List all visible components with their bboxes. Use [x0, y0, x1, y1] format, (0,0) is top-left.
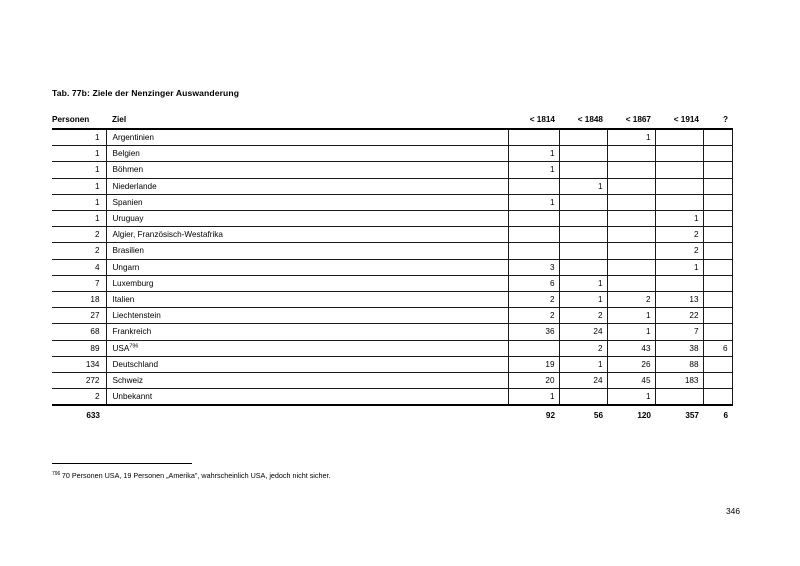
cell-before-1848: 2: [559, 308, 607, 324]
table-row: [52, 211, 732, 227]
cell-before-1867: 2: [607, 292, 655, 308]
ziel-label: Ungarn: [112, 262, 140, 272]
cell-personen: 4: [52, 259, 106, 275]
total-before-1867: 120: [607, 405, 655, 423]
cell-before-1867: 1: [607, 324, 655, 340]
cell-before-1867: [607, 243, 655, 259]
total-personen: 633: [52, 405, 106, 423]
cell-before-1848: 1: [559, 356, 607, 372]
cell-before-1914: 183: [655, 373, 703, 389]
cell-unknown: [703, 259, 732, 275]
cell-before-1867: 45: [607, 373, 655, 389]
table-row: [52, 162, 732, 178]
column-header-before-1914: < 1914: [673, 115, 699, 124]
cell-ziel: [106, 227, 508, 243]
cell-personen: 1: [52, 211, 106, 227]
cell-before-1814: [508, 178, 559, 194]
cell-before-1867: [607, 162, 655, 178]
cell-before-1914: [655, 129, 703, 146]
cell-personen: 27: [52, 308, 106, 324]
cell-personen: 1: [52, 178, 106, 194]
table-row: [52, 178, 732, 194]
table-row: [52, 243, 732, 259]
table-row: [52, 292, 732, 308]
cell-unknown: [703, 178, 732, 194]
cell-before-1914: 7: [655, 324, 703, 340]
cell-ziel: [106, 308, 508, 324]
cell-unknown: [703, 243, 732, 259]
column-header-personen: Personen: [52, 115, 90, 124]
cell-before-1914: 22: [655, 308, 703, 324]
column-header-unknown: ?: [722, 115, 728, 124]
cell-unknown: [703, 162, 732, 178]
total-before-1848: 56: [559, 405, 607, 423]
cell-ziel: [106, 162, 508, 178]
cell-personen: 2: [52, 389, 106, 406]
cell-before-1914: [655, 178, 703, 194]
cell-unknown: [703, 356, 732, 372]
cell-ziel: [106, 194, 508, 210]
cell-personen: 18: [52, 292, 106, 308]
cell-before-1814: 1: [508, 194, 559, 210]
column-header-before-1867: < 1867: [625, 115, 651, 124]
cell-personen: 1: [52, 146, 106, 162]
cell-before-1914: 1: [655, 211, 703, 227]
cell-personen: 2: [52, 227, 106, 243]
cell-before-1814: 20: [508, 373, 559, 389]
table-row: [52, 308, 732, 324]
cell-before-1848: [559, 389, 607, 406]
cell-before-1867: 1: [607, 308, 655, 324]
cell-unknown: [703, 292, 732, 308]
cell-before-1814: [508, 129, 559, 146]
cell-personen: 89: [52, 340, 106, 356]
totals-row: [52, 405, 732, 423]
cell-before-1814: 1: [508, 162, 559, 178]
ziel-label: Argentinien: [112, 133, 154, 142]
cell-before-1848: 2: [559, 340, 607, 356]
cell-before-1848: [559, 162, 607, 178]
cell-before-1814: 1: [508, 146, 559, 162]
cell-before-1867: [607, 211, 655, 227]
cell-ziel: [106, 275, 508, 291]
cell-before-1814: 36: [508, 324, 559, 340]
cell-before-1814: 19: [508, 356, 559, 372]
ziel-label: Deutschland: [112, 359, 159, 369]
cell-unknown: [703, 389, 732, 406]
table-footer: [52, 405, 732, 423]
cell-before-1867: [607, 194, 655, 210]
total-before-1814: 92: [508, 405, 559, 423]
ziel-label: Liechtenstein: [112, 311, 161, 321]
table-row: [52, 227, 732, 243]
cell-before-1914: 88: [655, 356, 703, 372]
cell-unknown: [703, 324, 732, 340]
cell-unknown: [703, 373, 732, 389]
cell-unknown: [703, 275, 732, 291]
ziel-label: Unbekannt: [112, 392, 153, 402]
cell-ziel: [106, 324, 508, 340]
ziel-label: Algier, Französisch-Westafrika: [112, 230, 223, 240]
footnote-reference: 796: [129, 342, 139, 349]
cell-before-1814: [508, 243, 559, 259]
cell-before-1848: 24: [559, 324, 607, 340]
table-row: [52, 324, 732, 340]
footnote-text: 70 Personen USA, 19 Personen „Amerika", wahrscheinlich USA, jedoch nicht sicher.: [61, 471, 331, 480]
cell-before-1848: [559, 194, 607, 210]
cell-ziel: [106, 259, 508, 275]
ziel-label: Belgien: [112, 149, 140, 159]
cell-before-1867: [607, 178, 655, 194]
cell-before-1867: [607, 259, 655, 275]
cell-before-1867: [607, 146, 655, 162]
cell-personen: 68: [52, 324, 106, 340]
ziel-label: Uruguay: [112, 214, 144, 224]
cell-ziel: [106, 389, 508, 406]
table-row: [52, 389, 732, 406]
ziel-label: Frankreich: [112, 327, 152, 337]
cell-before-1814: 6: [508, 275, 559, 291]
cell-personen: 134: [52, 356, 106, 372]
cell-ziel: [106, 146, 508, 162]
cell-before-1867: 1: [607, 129, 655, 146]
column-header-ziel: Ziel: [112, 115, 127, 124]
total-unknown: 6: [703, 405, 732, 423]
cell-before-1814: [508, 211, 559, 227]
cell-ziel: [106, 129, 508, 146]
cell-unknown: [703, 146, 732, 162]
cell-before-1914: 2: [655, 227, 703, 243]
cell-before-1914: [655, 389, 703, 406]
cell-personen: 1: [52, 194, 106, 210]
footnote-marker: 796: [52, 470, 61, 477]
cell-before-1848: 1: [559, 275, 607, 291]
ziel-label: Spanien: [112, 197, 143, 207]
cell-before-1914: 38: [655, 340, 703, 356]
ziel-label: Brasilien: [112, 246, 144, 256]
cell-ziel: [106, 243, 508, 259]
cell-ziel: [106, 178, 508, 194]
cell-before-1914: 1: [655, 259, 703, 275]
cell-before-1848: [559, 259, 607, 275]
cell-before-1814: [508, 227, 559, 243]
table-row: [52, 146, 732, 162]
cell-ziel: [106, 292, 508, 308]
cell-unknown: [703, 194, 732, 210]
footnote-separator: [52, 463, 192, 464]
cell-before-1914: [655, 162, 703, 178]
cell-before-1814: 2: [508, 292, 559, 308]
ziel-label: Niederlande: [112, 181, 157, 191]
cell-before-1867: 43: [607, 340, 655, 356]
table-header: [52, 115, 732, 129]
cell-before-1848: [559, 129, 607, 146]
cell-before-1848: [559, 243, 607, 259]
cell-before-1914: [655, 275, 703, 291]
cell-before-1814: [508, 340, 559, 356]
cell-unknown: [703, 211, 732, 227]
cell-personen: 7: [52, 275, 106, 291]
cell-unknown: [703, 129, 732, 146]
cell-before-1914: [655, 146, 703, 162]
table-row: [52, 129, 732, 146]
cell-before-1814: 3: [508, 259, 559, 275]
cell-personen: 1: [52, 162, 106, 178]
table-row: [52, 356, 732, 372]
total-ziel-spacer: [106, 405, 508, 423]
cell-before-1914: [655, 194, 703, 210]
column-header-before-1814: < 1814: [529, 115, 555, 124]
cell-before-1848: [559, 227, 607, 243]
cell-ziel: [106, 211, 508, 227]
cell-before-1848: 24: [559, 373, 607, 389]
cell-before-1848: 1: [559, 178, 607, 194]
cell-before-1867: 1: [607, 389, 655, 406]
table-body: [52, 129, 732, 405]
cell-before-1914: 13: [655, 292, 703, 308]
cell-before-1867: [607, 227, 655, 243]
cell-unknown: [703, 227, 732, 243]
footnote-entry: [52, 471, 732, 480]
ziel-label: Böhmen: [112, 165, 143, 175]
table-row: [52, 373, 732, 389]
footnote-area: [52, 463, 732, 480]
cell-personen: 272: [52, 373, 106, 389]
cell-before-1914: 2: [655, 243, 703, 259]
cell-personen: 2: [52, 243, 106, 259]
ziel-label: Italien: [112, 295, 135, 305]
table-caption: Tab. 77b: Ziele der Nenzinger Auswanderung: [52, 88, 240, 98]
cell-before-1848: [559, 146, 607, 162]
ziel-label: USA: [112, 343, 130, 353]
cell-before-1848: [559, 211, 607, 227]
cell-before-1814: 1: [508, 389, 559, 406]
emigration-destinations-table: [52, 115, 733, 423]
table-row: [52, 259, 732, 275]
total-before-1914: 357: [655, 405, 703, 423]
cell-ziel: [106, 356, 508, 372]
column-header-before-1848: < 1848: [577, 115, 603, 124]
table-row: [52, 275, 732, 291]
page-number: 346: [726, 506, 740, 516]
cell-unknown: [703, 308, 732, 324]
cell-ziel: [106, 373, 508, 389]
ziel-label: Schweiz: [112, 376, 143, 386]
table-row: [52, 340, 732, 356]
table-row: [52, 194, 732, 210]
cell-before-1867: 26: [607, 356, 655, 372]
header-row: [52, 115, 732, 129]
cell-before-1867: [607, 275, 655, 291]
cell-before-1848: 1: [559, 292, 607, 308]
cell-ziel: [106, 340, 508, 356]
ziel-label: Luxemburg: [112, 278, 154, 288]
cell-before-1814: 2: [508, 308, 559, 324]
table-block: [52, 88, 732, 423]
cell-personen: 1: [52, 129, 106, 146]
cell-unknown: 6: [703, 340, 732, 356]
